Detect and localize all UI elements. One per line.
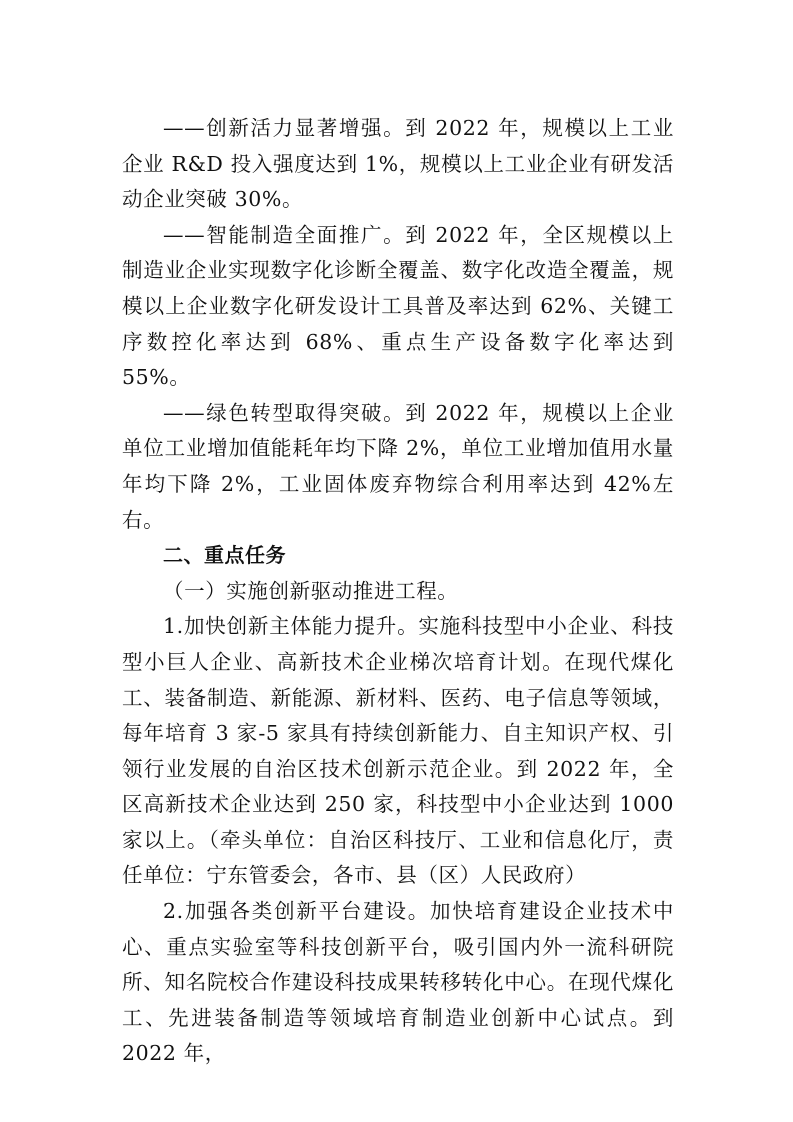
paragraph-task-2: 2.加强各类创新平台建设。加快培育建设企业技术中心、重点实验室等科技创新平台，吸引国内外一流科研院所、知名院校合作建设科技成果转移转化中心。在现代煤化工、先进装备制造等领域培育制造业创新中心试点。到 2022 年， bbox=[122, 899, 674, 1066]
section-heading-key-tasks: 二、重点任务 bbox=[163, 543, 286, 568]
document-page bbox=[122, 111, 674, 1072]
paragraph-green-transformation: ——绿色转型取得突破。到 2022 年，规模以上企业单位工业增加值能耗年均下降 2%，单位工业增加值用水量年均下降 2%，工业固体废弃物综合利用率达到 42%左右。 bbox=[122, 400, 674, 532]
subsection-heading-innovation-drive: （一）实施创新驱动推进工程。 bbox=[163, 578, 459, 603]
paragraph-task-1: 1.加快创新主体能力提升。实施科技型中小企业、科技型小巨人企业、高新技术企业梯次培育计划。在现代煤化工、装备制造、新能源、新材料、医药、电子信息等领域，每年培育 3 家-5 家具有持续创新能力、自主知识产权、引领行业发展的自治区技术创新示范企业。到 2022 年，全区高新技术企业达到 250 家，科技型中小企业达到 1000 家以上。（牵头单位：自治区科技厅、工业和信息化厅，责任单位：宁东管委会，各市、县（区）人民政府） bbox=[122, 614, 674, 888]
paragraph-smart-manufacturing: ——智能制造全面推广。到 2022 年，全区规模以上制造业企业实现数字化诊断全覆盖、数字化改造全覆盖，规模以上企业数字化研发设计工具普及率达到 62%、关键工序数控化率达到 68%、重点生产设备数字化率达到 55%。 bbox=[122, 222, 674, 390]
paragraph-innovation-vitality: ——创新活力显著增强。到 2022 年，规模以上工业企业 R&D 投入强度达到 1%，规模以上工业企业有研发活动企业突破 30%。 bbox=[122, 116, 674, 212]
